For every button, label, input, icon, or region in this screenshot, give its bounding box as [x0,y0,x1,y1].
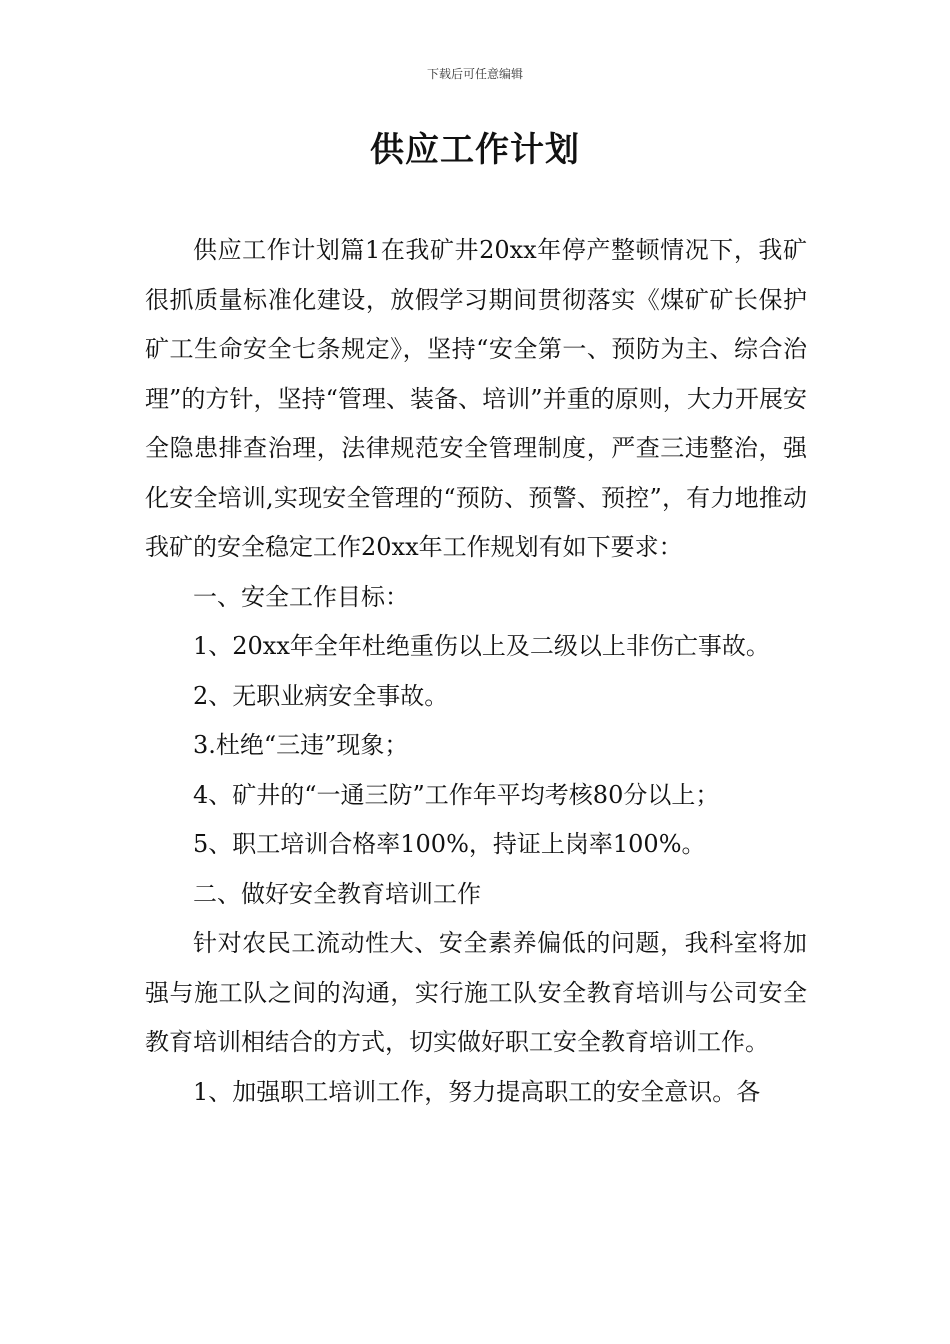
heading-training: 二、做好安全教育培训工作 [193,879,481,908]
list-item-goal-4: 4、矿井的“一通三防”工作年平均考核80分以上； [193,780,720,809]
list-item-goal-1: 1、20xx年全年杜绝重伤以上及二级以上非伤亡事故。 [193,632,770,660]
list-item-goal-2: 2、无职业病安全事故。 [193,681,449,710]
paragraph-intro: 供应工作计划篇1在我矿井20xx年停产整顿情况下，我矿很抓质量标准化建设，放假学习期间贯彻落实《煤矿矿长保护矿工生命安全七条规定》，坚持“安全第一、预防为主、综合治理”的方针，坚持“管理、装备、培训”并重的原则，大力开展安全隐患排查治理，法律规范安全管理制度，严查三违整治，强化安全培训,实现安全管理的“预防、预警、预控”，有力地推动我矿的安全稳定工作20xx年工作规划有如下要求： [145,236,807,561]
list-item-goal-3: 3.杜绝“三违”现象； [193,731,409,759]
document-body [145,226,807,1117]
document-title: 供应工作计划 [370,130,580,170]
list-item-training-1: 1、加强职工培训工作，努力提高职工的安全意识。各 [193,1077,761,1106]
paragraph-training: 针对农民工流动性大、安全素养偏低的问题，我科室将加强与施工队之间的沟通，实行施工队安全教育培训与公司安全教育培训相结合的方式，切实做好职工安全教育培训工作。 [145,929,807,1056]
heading-safety-goals: 一、安全工作目标： [193,582,409,611]
list-item-goal-5: 5、职工培训合格率100%，持证上岗率100%。 [193,830,706,858]
header-note: 下载后可任意编辑 [426,67,523,81]
